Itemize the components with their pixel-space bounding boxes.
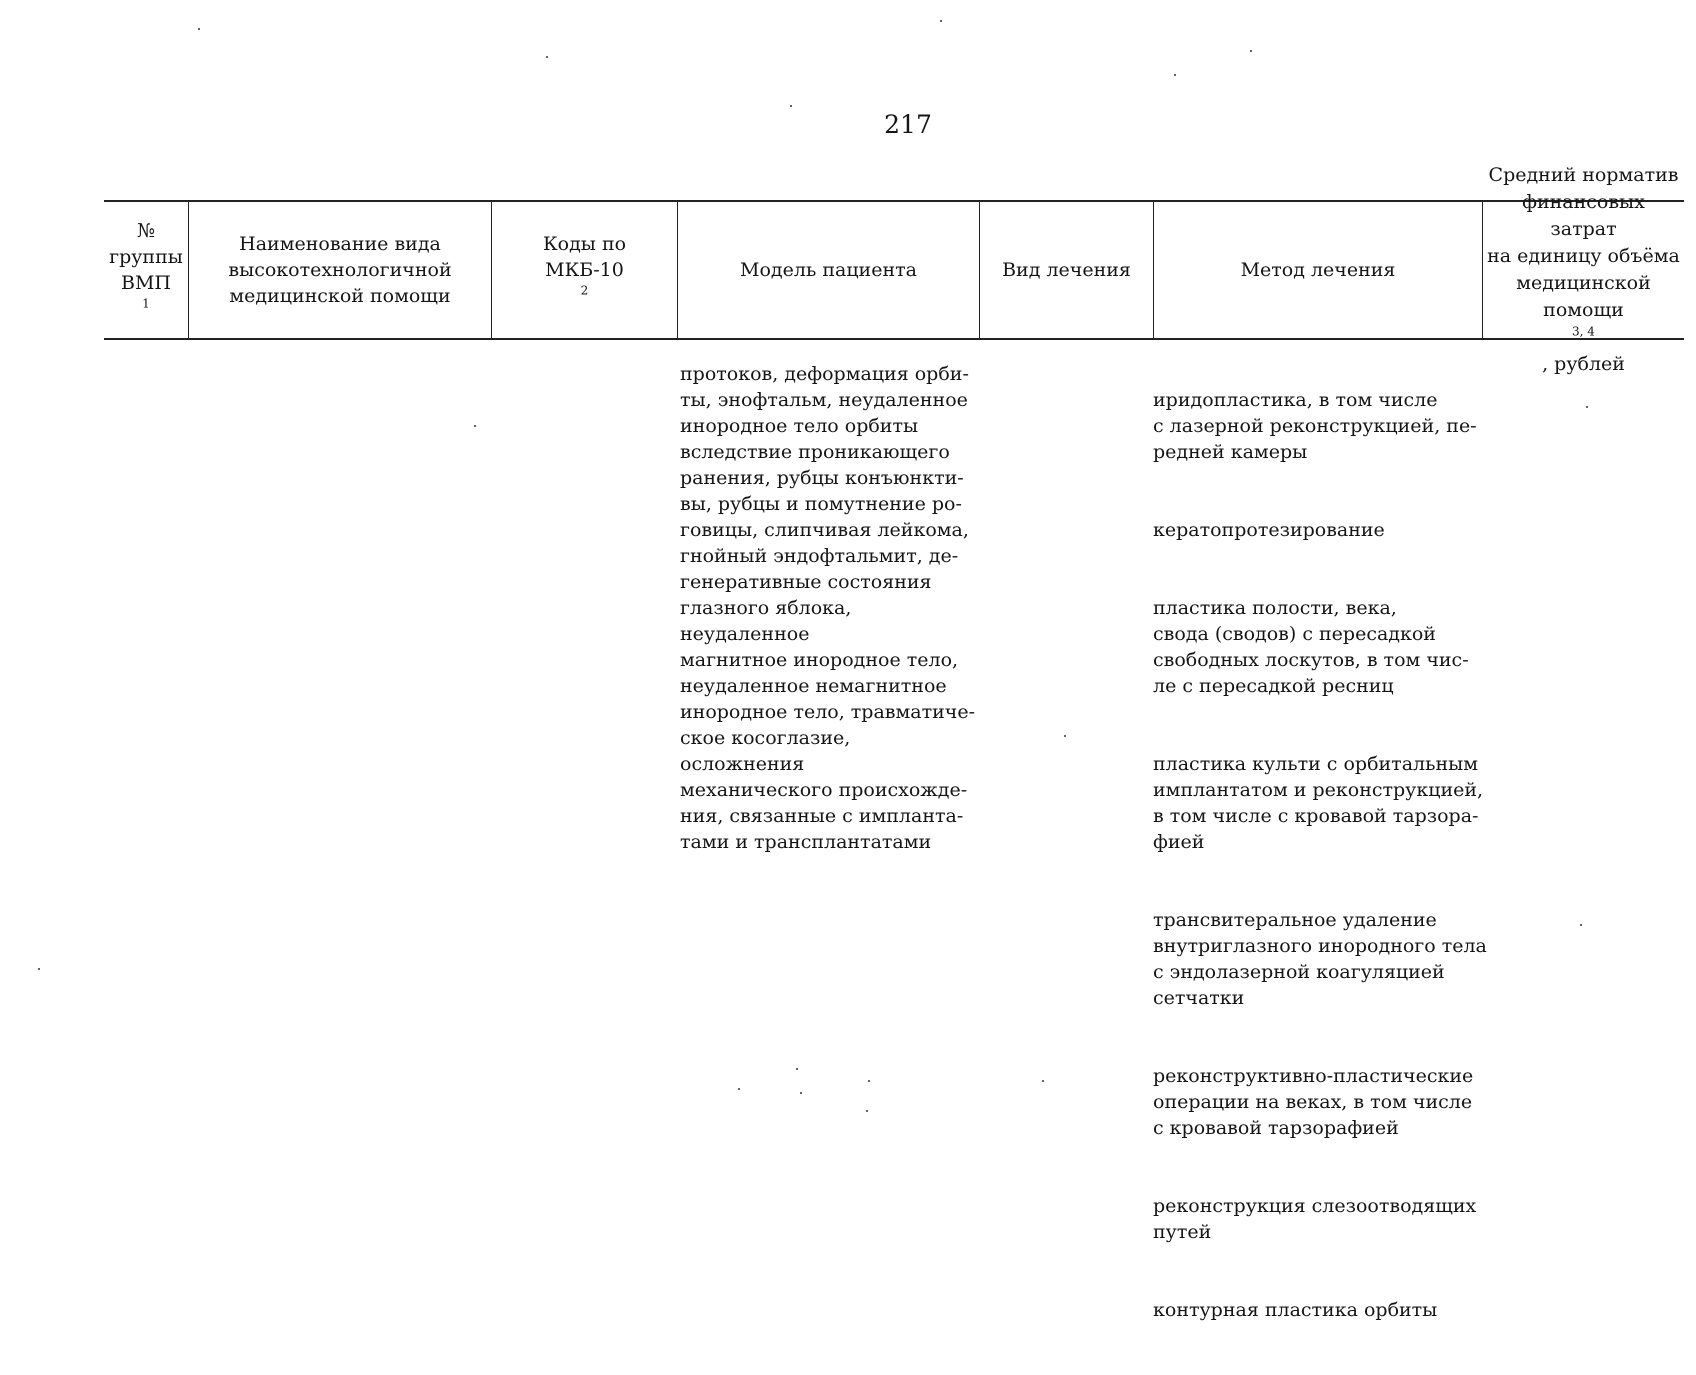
treatment-method-item: кератопротезирование bbox=[1153, 519, 1385, 541]
scan-speck bbox=[796, 1068, 798, 1070]
treatment-method-item: реконструктивно-пластические операции на веках, в том числе с кровавой тарзорафией bbox=[1153, 1065, 1474, 1139]
header-group-number-line-1: № bbox=[137, 220, 155, 242]
header-icd-codes-line-1: Коды по bbox=[542, 233, 627, 255]
treatment-method-item: иридопластика, в том числе с лазерной реконструкцией, пе- редней камеры bbox=[1153, 389, 1477, 463]
scan-speck bbox=[940, 20, 942, 22]
scan-speck bbox=[868, 1080, 870, 1082]
footnote-2-marker: 2 bbox=[580, 283, 589, 298]
header-cost-line-2: финансовых затрат bbox=[1522, 191, 1645, 240]
scan-speck bbox=[1250, 50, 1252, 52]
patient-model-cell: протоков, деформация орби- ты, энофтальм, неудаленное инородное тело орбиты вследствие проникающего ранения, рубцы конъюнкти- вы, рубцы и помутнение ро- говицы, слипчивая лейкома, гнойный эндофтальмит, де- генеративные состояния глазного яблока, неудаленное магнитное инородное тело, неудаленное немагнитное инородное тело, травматиче- ское косоглазие, осложнения механического происхожде- ния, связанные с импланта- тами и трансплантатами bbox=[680, 363, 976, 853]
header-treatment-kind: Вид лечения bbox=[979, 202, 1153, 338]
scan-speck bbox=[1174, 74, 1176, 76]
header-group-number-line-2: группы bbox=[109, 246, 183, 268]
scan-speck bbox=[546, 56, 548, 58]
header-cost-line-3: на единицу объёма bbox=[1487, 245, 1680, 267]
header-icd-codes-line-2: МКБ-10 $^2$ bbox=[545, 259, 624, 298]
header-care-name-line-2: высокотехнологичной bbox=[228, 259, 452, 281]
scan-speck bbox=[38, 968, 40, 970]
header-patient-model: Модель пациента bbox=[677, 202, 979, 338]
header-cost-line-1: Средний норматив bbox=[1488, 164, 1679, 186]
treatment-method-item: трансвитеральное удаление внутриглазного инородного тела с эндолазерной коагуляцией сетчатки bbox=[1153, 909, 1487, 1009]
scan-speck bbox=[1042, 1080, 1044, 1082]
scan-speck bbox=[1064, 735, 1066, 737]
header-care-name bbox=[188, 202, 491, 338]
footnote-3-4-marker: 3, 4 bbox=[1572, 324, 1595, 339]
treatment-method-item: реконструкция слезоотводящих путей bbox=[1153, 1195, 1477, 1243]
header-care-name-line-3: медицинской помощи bbox=[229, 285, 451, 307]
treatment-method-item: пластика культи с орбитальным имплантатом и реконструкцией, в том числе с кровавой тарзора- фией bbox=[1153, 753, 1484, 853]
treatment-method-item: контурная пластика орбиты bbox=[1153, 1299, 1438, 1321]
scan-speck bbox=[738, 1088, 740, 1090]
treatment-method-item: пластика полости, века, свода (сводов) с пересадкой свободных лоскутов, в том чис- ле с пересадкой ресниц bbox=[1153, 597, 1469, 697]
scan-speck bbox=[1580, 924, 1582, 926]
scan-speck bbox=[866, 1110, 868, 1112]
scan-speck bbox=[1586, 406, 1588, 408]
header-care-name-line-1: Наименование вида bbox=[239, 233, 441, 255]
header-cost-standard bbox=[1482, 164, 1684, 375]
header-group-number-line-3: ВМП $^1$ bbox=[121, 272, 171, 311]
page-number: 217 bbox=[884, 110, 932, 139]
header-cost-line-5: помощи $^{3, 4}$ , рублей bbox=[1542, 299, 1625, 375]
scan-speck bbox=[198, 28, 200, 30]
scan-speck bbox=[800, 1092, 802, 1094]
header-group-number bbox=[104, 202, 188, 338]
header-treatment-method: Метод лечения bbox=[1153, 202, 1482, 338]
treatment-methods-cell bbox=[1153, 361, 1493, 1375]
header-icd-codes bbox=[491, 202, 677, 338]
header-cost-line-4: медицинской bbox=[1516, 272, 1651, 294]
table-header bbox=[104, 164, 1684, 375]
scan-speck bbox=[790, 105, 792, 107]
footnote-1-marker: 1 bbox=[142, 296, 150, 311]
scan-speck bbox=[474, 425, 476, 427]
